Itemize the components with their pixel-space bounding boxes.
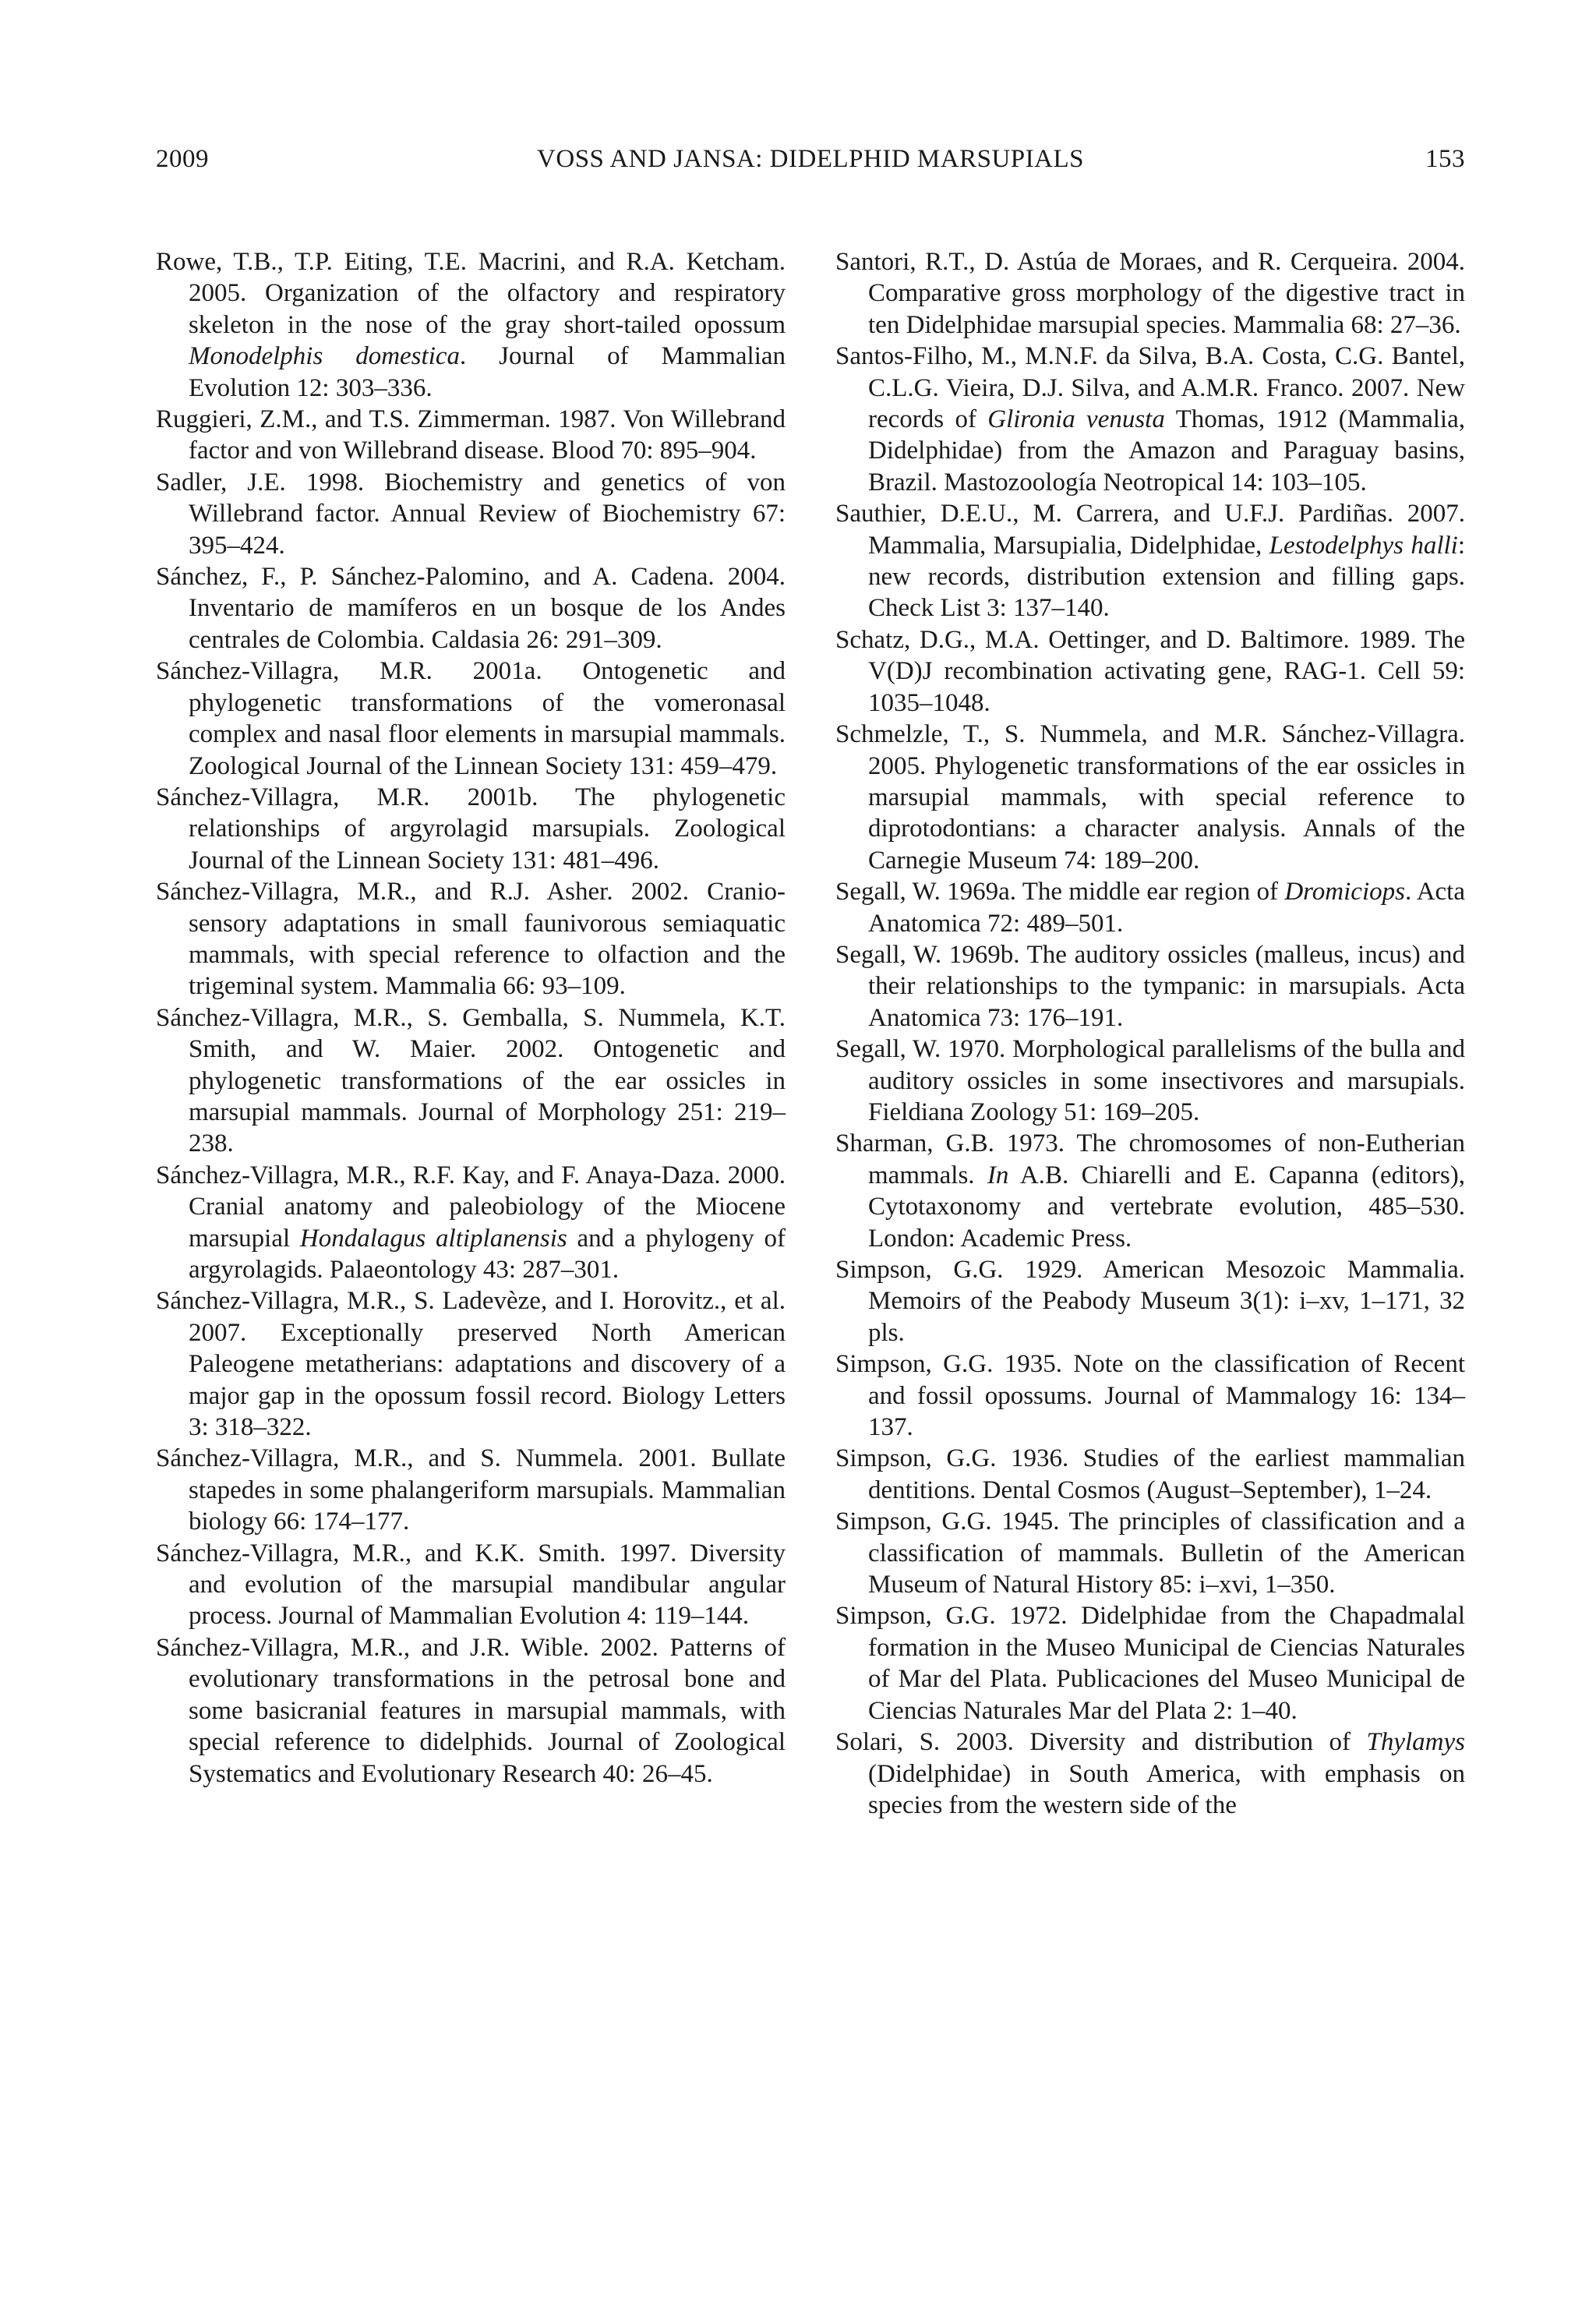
reference-text: Sánchez-Villagra, M.R., and J.R. Wible. 2002. Patterns of evolutionary transformations in the petrosal bone and some basicranial features in marsupial mammals, with special reference to didelphids. Journal of Zoological Systematics and Evolutionary Research 40: 26–45. [156,1633,786,1788]
reference-text: and a phylogeny of argyrolagids. Palaeontology 43: 287–301. [189,1224,786,1284]
reference-entry [156,404,786,467]
reference-text: Sánchez-Villagra, M.R. 2001a. Ontogenetic and phylogenetic transformations of the vomeronasal complex and nasal floor elements in marsupial mammals. Zoological Journal of the Linnean Society 131: 459–479. [156,657,786,780]
header-title: VOSS AND JANSA: DIDELPHID MARSUPIALS [537,145,1084,173]
reference-text: Sánchez-Villagra, M.R. 2001b. The phylogenetic relationships of argyrolagid marsupials. Zoological Journal of the Linnean Society 131: 481–496. [156,783,786,875]
reference-entry [156,1443,786,1537]
reference-italic-text: Monodelphis domestica [189,342,461,371]
reference-text: Simpson, G.G. 1972. Didelphidae from the Chapadmalal formation in the Museo Municipal de Ciencias Naturales of Mar del Plata. Publicaciones del Museo Municipal de Ciencias Naturales Mar del Plata 2: 1–40. [835,1602,1465,1725]
reference-entry [835,498,1465,624]
reference-italic-text: Dromiciops [1284,878,1405,907]
reference-entry [156,1285,786,1443]
reference-text: (Didelphidae) in South America, with emphasis on species from the western side of the [868,1759,1465,1819]
reference-italic-text: Lestodelphys halli [1269,531,1458,560]
reference-entry [835,624,1465,719]
reference-text: Santos-Filho, M., M.N.F. da Silva, B.A. Costa, C.G. Bantel, C.L.G. Vieira, D.J. Silva, and A.M.R. Franco. 2007. New records of [835,342,1465,434]
reference-text: Rowe, T.B., T.P. Eiting, T.E. Macrini, and R.A. Ketcham. 2005. Organization of the olfactory and respiratory skeleton in the nose of the gray short-tailed opossum [156,248,786,339]
reference-text: Sharman, G.B. 1973. The chromosomes of non-Eutherian mammals. [835,1129,1465,1189]
reference-entry [835,1128,1465,1254]
reference-text: Thomas, 1912 (Mammalia, Didelphidae) from the Amazon and Paraguay basins, Brazil. Mastozoología Neotropical 14: 103–105. [868,405,1466,497]
reference-text: A.B. Chiarelli and E. Capanna (editors), Cytotaxonomy and vertebrate evolution, 485–530. London: Academic Press. [868,1161,1465,1253]
reference-text: : new records, distribution extension and filling gaps. Check List 3: 137–140. [868,531,1465,623]
reference-entry [835,341,1465,498]
reference-entry [156,656,786,782]
reference-text: Sauthier, D.E.U., M. Carrera, and U.F.J. Pardiñas. 2007. Mammalia, Marsupialia, Didelphidae, [835,500,1465,560]
reference-entry [156,1538,786,1632]
page-number: 153 [1425,145,1465,173]
reference-entry [835,1348,1465,1443]
reference-text: Sánchez-Villagra, M.R., and K.K. Smith. 1997. Diversity and evolution of the marsupial mandibular angular process. Journal of Mammalian Evolution 4: 119–144. [156,1539,786,1631]
reference-text: Schmelzle, T., S. Nummela, and M.R. Sánchez-Villagra. 2005. Phylogenetic transformations of the ear ossicles in marsupial mammals, with special reference to diprotodontians: a character analysis. Annals of the Carnegie Museum 74: 189–200. [835,720,1465,875]
reference-entry [835,1726,1465,1821]
header-year: 2009 [156,145,209,173]
reference-entry [156,561,786,656]
reference-entry [835,876,1465,939]
reference-entry [835,719,1465,876]
reference-entry [835,1034,1465,1128]
reference-text: Solari, S. 2003. Diversity and distribution of [835,1728,1367,1757]
reference-text: Simpson, G.G. 1935. Note on the classification of Recent and fossil opossums. Journal of Mammalogy 16: 134–137. [835,1350,1465,1442]
reference-text: Santori, R.T., D. Astúa de Moraes, and R. Cerqueira. 2004. Comparative gross morphology of the digestive tract in ten Didelphidae marsupial species. Mammalia 68: 27–36. [835,248,1465,339]
reference-text: Simpson, G.G. 1929. American Mesozoic Mammalia. Memoirs of the Peabody Museum 3(1): i–xv, 1–171, 32 pls. [835,1256,1465,1347]
reference-text: . Acta Anatomica 72: 489–501. [868,878,1465,938]
reference-italic-text: Thylamys [1366,1728,1465,1757]
reference-text: Sánchez-Villagra, M.R., and R.J. Asher. 2002. Cranio-sensory adaptations in small faunivorous semiaquatic mammals, with special reference to olfaction and the trigeminal system. Mammalia 66: 93–109. [156,878,786,1001]
reference-entry [835,1506,1465,1600]
reference-text: Sánchez-Villagra, M.R., S. Ladevèze, and I. Horovitz., et al. 2007. Exceptionally preserved North American Paleogene metatherians: adaptations and discovery of a major gap in the opossum fossil record. Biology Letters 3: 318–322. [156,1287,786,1442]
reference-entry [156,246,786,404]
reference-text: Segall, W. 1970. Morphological parallelisms of the bulla and auditory ossicles in some insectivores and marsupials. Fieldiana Zoology 51: 169–205. [835,1035,1465,1126]
reference-entry [156,1632,786,1790]
reference-italic-text: Glironia venusta [987,405,1165,434]
reference-entry [156,1002,786,1160]
reference-text: Sadler, J.E. 1998. Biochemistry and genetics of von Willebrand factor. Annual Review of Biochemistry 67: 395–424. [156,468,786,560]
running-header [156,145,1465,184]
references-left-column [156,246,786,1790]
reference-entry [835,1443,1465,1506]
reference-text: Segall, W. 1969a. The middle ear region of [835,878,1285,907]
reference-italic-text: Hondalagus altiplanensis [299,1224,567,1253]
reference-entry [156,1160,786,1286]
reference-text: . Journal of Mammalian Evolution 12: 303–336. [189,342,786,402]
reference-entry [156,876,786,1002]
reference-text: Segall, W. 1969b. The auditory ossicles (malleus, incus) and their relationships to the tympanic: in marsupials. Acta Anatomica 73: 176–191. [835,940,1465,1032]
reference-text: Ruggieri, Z.M., and T.S. Zimmerman. 1987. Von Willebrand factor and von Willebrand disease. Blood 70: 895–904. [156,405,786,465]
reference-text: Sánchez, F., P. Sánchez-Palomino, and A. Cadena. 2004. Inventario de mamíferos en un bosque de los Andes centrales de Colombia. Caldasia 26: 291–309. [156,563,786,654]
references-right-column [835,246,1465,1821]
reference-entry [156,782,786,876]
reference-entry [835,1254,1465,1348]
reference-text: Simpson, G.G. 1945. The principles of classification and a classification of mammals. Bulletin of the American Museum of Natural History 85: i–xvi, 1–350. [835,1507,1465,1599]
reference-text: Sánchez-Villagra, M.R., and S. Nummela. 2001. Bullate stapedes in some phalangeriform marsupials. Mammalian biology 66: 174–177. [156,1444,786,1536]
reference-entry [156,467,786,561]
reference-italic-text: In [987,1161,1009,1189]
reference-text: Sánchez-Villagra, M.R., S. Gemballa, S. Nummela, K.T. Smith, and W. Maier. 2002. Ontogenetic and phylogenetic transformations of the ear ossicles in marsupial mammals. Journal of Morphology 251: 219–238. [156,1003,786,1158]
reference-entry [835,939,1465,1034]
reference-text: Simpson, G.G. 1936. Studies of the earliest mammalian dentitions. Dental Cosmos (August–September), 1–24. [835,1444,1465,1504]
reference-entry [835,1600,1465,1726]
reference-text: Schatz, D.G., M.A. Oettinger, and D. Baltimore. 1989. The V(D)J recombination activating gene, RAG-1. Cell 59: 1035–1048. [835,625,1465,717]
reference-entry [835,246,1465,341]
reference-text: Sánchez-Villagra, M.R., R.F. Kay, and F. Anaya-Daza. 2000. Cranial anatomy and paleobiology of the Miocene marsupial [156,1161,786,1253]
